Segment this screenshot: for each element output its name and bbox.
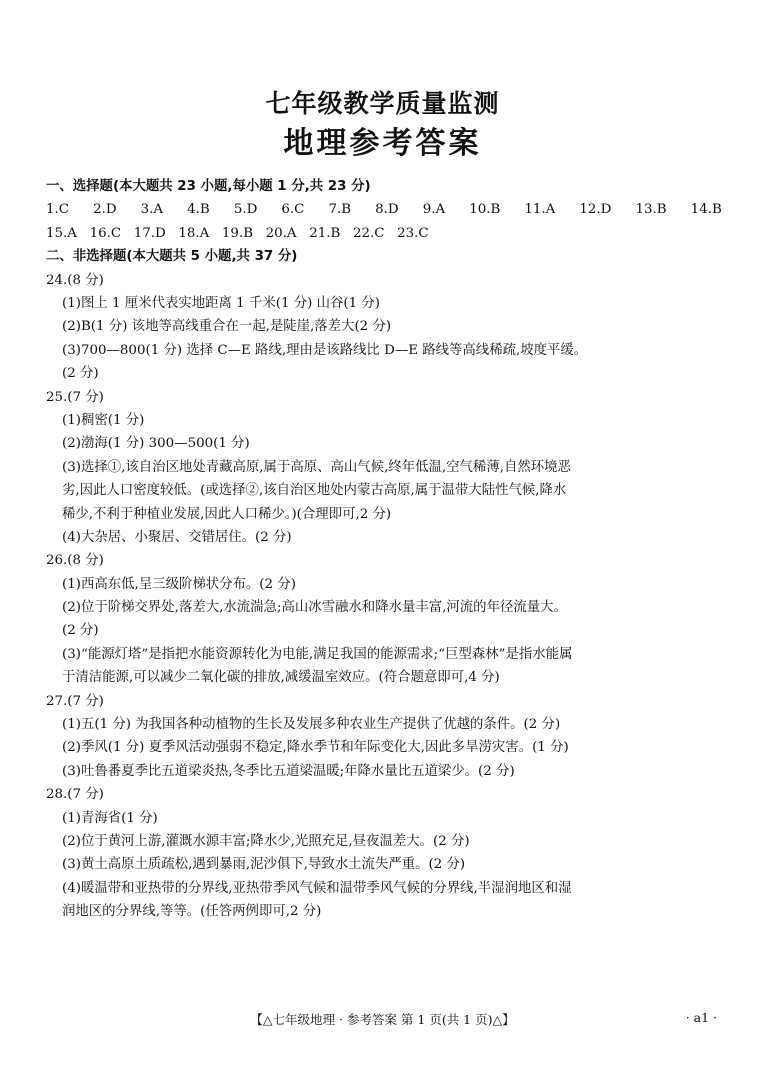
mc-answer: 22.C xyxy=(352,225,385,241)
mc-answer: 5.D xyxy=(233,202,258,218)
q28-answer-2: (2)位于黄河上游,灌溉水源丰富;降水少,光照充足,昼夜温差大。(2 分) xyxy=(62,833,470,849)
mc-answer: 2.D xyxy=(93,202,117,218)
q24-answer-1: (1)图上 1 厘米代表实地距离 1 千米(1 分) 山谷(1 分) xyxy=(62,295,380,311)
q24-answer-3: (3)700—800(1 分) 选择 C—E 路线,理由是该路线比 D—E 路线等高线稀疏,坡度平缓。 xyxy=(62,342,588,358)
mc-answer: 13.B xyxy=(635,202,667,218)
q26-answer-1: (1)西高东低,呈三级阶梯状分布。(2 分) xyxy=(62,576,296,592)
q25-answer-3-line-3: 稀少,不利于种植业发展,因此人口稀少。)(合理即可,2 分) xyxy=(62,506,392,522)
mc-answer: 11.A xyxy=(524,202,556,218)
answer-key-title: 地理参考答案 xyxy=(283,126,482,161)
mc-answer: 7.B xyxy=(328,202,352,218)
mc-answer: 20.A xyxy=(265,225,297,241)
q27-answer-3: (3)吐鲁番夏季比五道梁炎热,冬季比五道梁温暖;年降水量比五道梁少。(2 分) xyxy=(62,763,515,779)
q25-answer-4: (4)大杂居、小聚居、交错居住。(2 分) xyxy=(62,529,292,545)
q27-answer-1: (1)五(1 分) 为我国各种动植物的生长及发展多种农业生产提供了优越的条件。(2 分) xyxy=(62,717,561,733)
mc-answer: 16.C xyxy=(89,225,122,241)
q25-answer-1: (1)稠密(1 分) xyxy=(62,412,145,428)
mc-answer: 12.D xyxy=(579,202,612,218)
mc-answer: 4.B xyxy=(187,202,210,218)
mc-answer: 3.A xyxy=(140,202,164,218)
q26-answer-3-line-1: (3)“能源灯塔”是指把水能资源转化为电能,满足我国的能源需求;“巨型森林”是指水能属 xyxy=(62,646,573,662)
footer-code: · a1 · xyxy=(685,1010,717,1025)
q25-answer-3-line-1: (3)选择①,该自治区地处青藏高原,属于高原、高山气候,终年低温,空气稀薄,自然环境恶 xyxy=(62,459,571,475)
q26-answer-3-line-2: 于清洁能源,可以减少二氧化碳的排放,减缓温室效应。(符合题意即可,4 分) xyxy=(62,670,500,686)
q27-answer-2: (2)季风(1 分) 夏季风活动强弱不稳定,降水季节和年际变化大,因此多旱涝灾害。(1 分) xyxy=(62,740,569,756)
page-footer xyxy=(0,1010,765,1030)
mc-answer: 17.D xyxy=(133,225,166,241)
q25-answer-3-line-2: 劣,因此人口密度较低。(或选择②,该自治区地处内蒙古高原,属于温带大陆性气候,降水 xyxy=(62,483,567,499)
mc-answer: 21.B xyxy=(309,225,341,241)
q28-heading: 28.(7 分) xyxy=(46,787,104,803)
q28-answer-4-line-2: 润地区的分界线,等等。(任答两例即可,2 分) xyxy=(62,904,322,920)
mc-answers-row-1 xyxy=(46,198,722,221)
mc-answer: 18.A xyxy=(178,225,210,241)
q24-answer-2: (2)B(1 分) 该地等高线重合在一起,是陡崖,落差大(2 分) xyxy=(62,319,392,335)
mc-answers-row-2 xyxy=(46,222,722,245)
section1-header: 一、选择题(本大题共 23 小题,每小题 1 分,共 23 分) xyxy=(46,179,371,194)
q26-answer-2-score: (2 分) xyxy=(62,623,99,639)
q26-answer-2: (2)位于阶梯交界处,落差大,水流湍急;高山冰雪融水和降水量丰富,河流的年径流量大。 xyxy=(62,600,567,616)
q25-answer-2: (2)渤海(1 分) 300—500(1 分) xyxy=(62,436,250,452)
footer-page-label: 【△七年级地理 · 参考答案 第 1 页(共 1 页)△】 xyxy=(250,1012,515,1027)
q28-answer-4-line-1: (4)暖温带和亚热带的分界线,亚热带季风气候和温带季风气候的分界线,半湿润地区和湿 xyxy=(62,880,572,896)
mc-answer: 9.A xyxy=(422,202,446,218)
q28-answer-1: (1)青海省(1 分) xyxy=(62,810,158,826)
q27-heading: 27.(7 分) xyxy=(46,693,104,709)
exam-title: 七年级教学质量监测 xyxy=(265,89,500,118)
answer-content xyxy=(46,175,722,924)
mc-answer: 14.B xyxy=(690,202,722,218)
q25-heading: 25.(7 分) xyxy=(46,389,104,405)
q24-answer-3-score: (2 分) xyxy=(62,366,99,382)
q26-heading: 26.(8 分) xyxy=(46,553,104,569)
mc-answer: 19.B xyxy=(221,225,254,241)
q28-answer-3: (3)黄土高原土质疏松,遇到暴雨,泥沙俱下,导致水土流失严重。(2 分) xyxy=(62,857,466,873)
mc-answer: 8.D xyxy=(375,202,399,218)
mc-answer: 23.C xyxy=(397,225,429,241)
section2-header: 二、非选择题(本大题共 5 小题,共 37 分) xyxy=(46,249,298,265)
mc-answer: 15.A xyxy=(46,225,77,241)
mc-answer: 10.B xyxy=(469,202,501,218)
q24-heading: 24.(8 分) xyxy=(46,272,104,288)
mc-answer: 1.C xyxy=(46,202,70,218)
mc-answer: 6.C xyxy=(281,202,305,218)
